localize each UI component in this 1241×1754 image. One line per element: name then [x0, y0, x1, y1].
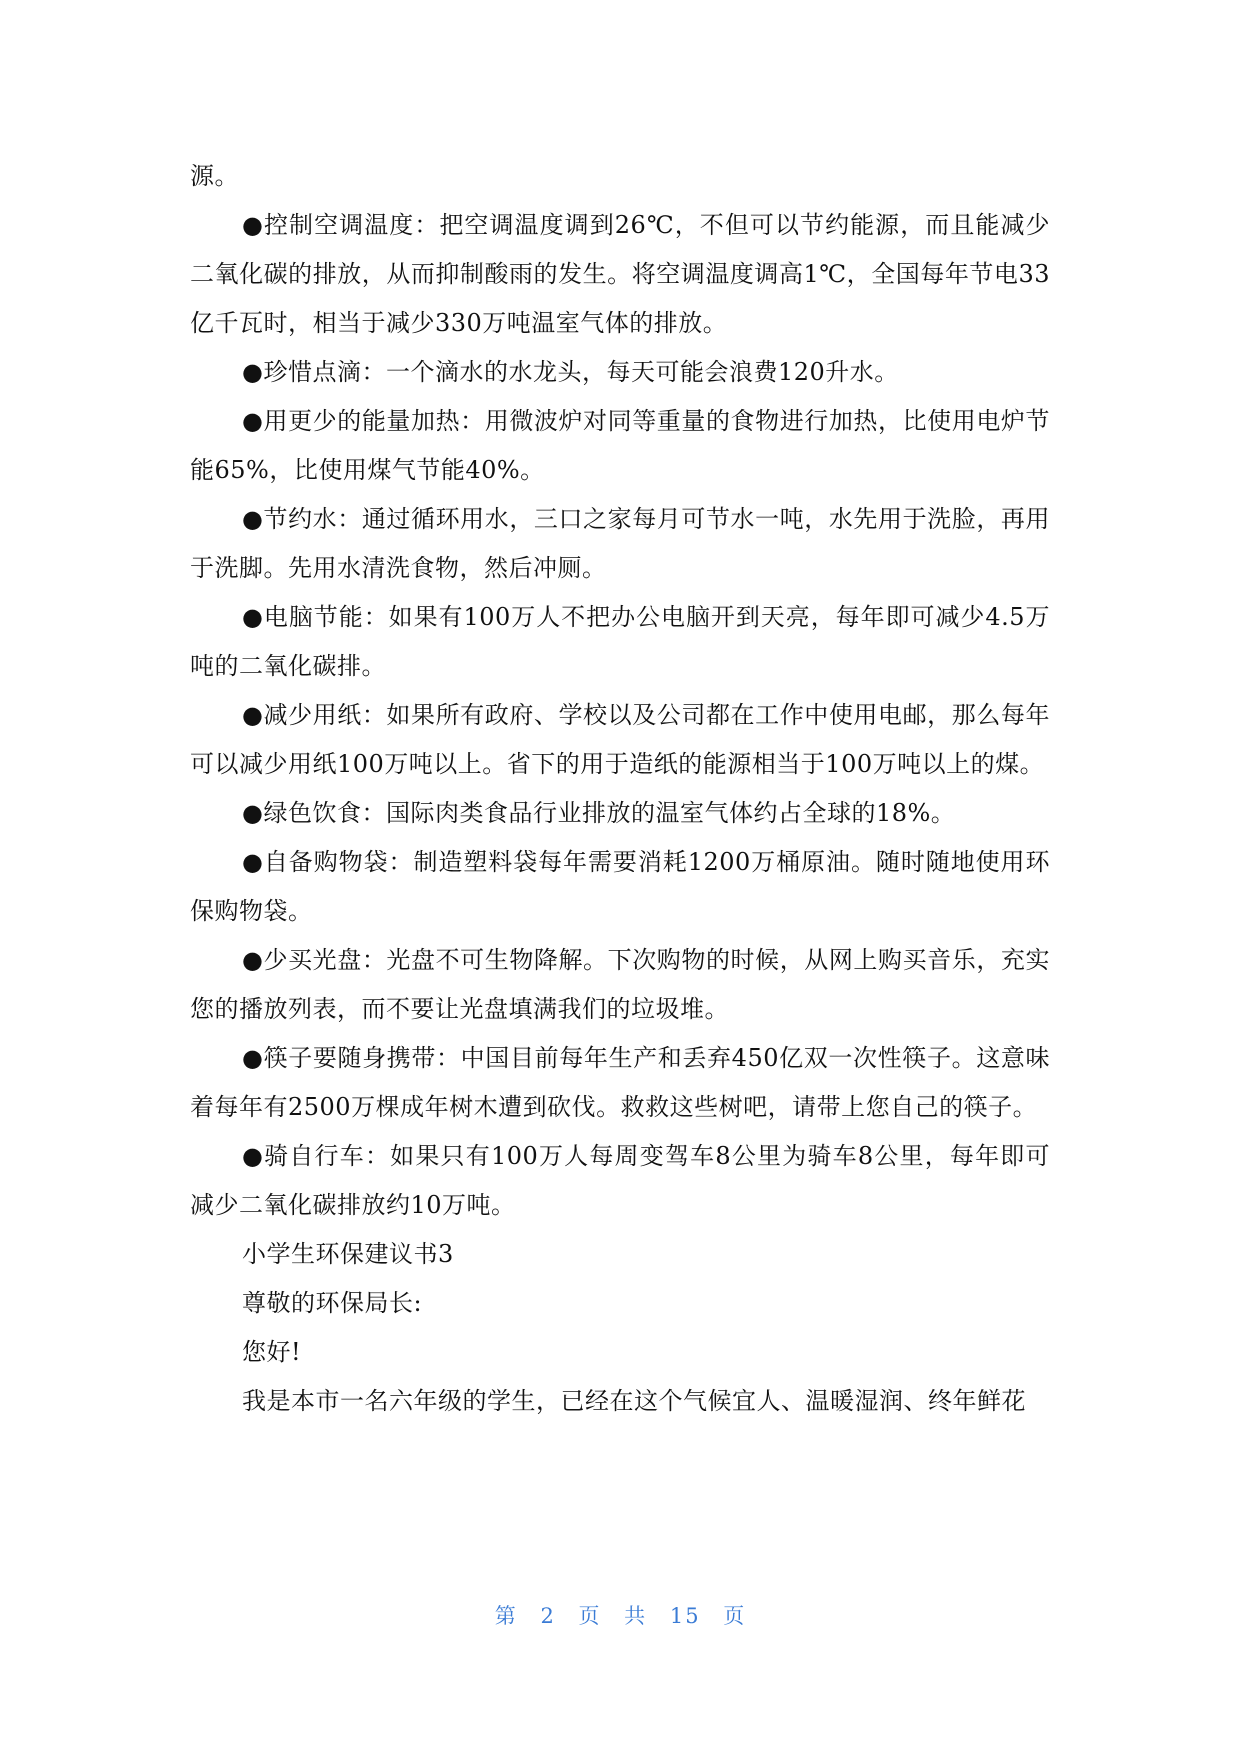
document-body [190, 152, 1050, 1426]
paragraph-computer-energy: ●电脑节能：如果有100万人不把办公电脑开到天亮，每年即可减少4.5万吨的二氧化碳排。 [190, 603, 1050, 680]
letter-greeting: 您好! [242, 1338, 302, 1366]
page-number-footer: 第 2 页 共 15 页 [494, 1604, 747, 1628]
letter-salutation: 尊敬的环保局长: [242, 1289, 423, 1317]
paragraph-shopping-bag: ●自备购物袋：制造塑料袋每年需要消耗1200万桶原油。随时随地使用环保购物袋。 [190, 848, 1050, 925]
letter-body-start: 我是本市一名六年级的学生，已经在这个气候宜人、温暖湿润、终年鲜花 [242, 1387, 1026, 1415]
paragraph-green-diet: ●绿色饮食：国际肉类食品行业排放的温室气体约占全球的18%。 [242, 799, 956, 827]
paragraph-fewer-discs: ●少买光盘：光盘不可生物降解。下次购物的时候，从网上购买音乐，充实您的播放列表，而不要让光盘填满我们的垃圾堆。 [190, 946, 1050, 1023]
paragraph-heating-energy: ●用更少的能量加热：用微波炉对同等重量的食物进行加热，比使用电炉节能65%，比使用煤气节能40%。 [190, 407, 1050, 484]
paragraph-chopsticks: ●筷子要随身携带：中国目前每年生产和丢弃450亿双一次性筷子。这意味着每年有2500万棵成年树木遭到砍伐。救救这些树吧，请带上您自己的筷子。 [190, 1044, 1050, 1121]
paragraph-save-water: ●节约水：通过循环用水，三口之家每月可节水一吨，水先用于洗脸，再用于洗脚。先用水清洗食物，然后冲厕。 [190, 505, 1050, 582]
paragraph-cycling: ●骑自行车：如果只有100万人每周变驾车8公里为骑车8公里，每年即可减少二氧化碳排放约10万吨。 [190, 1142, 1050, 1219]
paragraph-continuation: 源。 [190, 162, 239, 190]
section-title: 小学生环保建议书3 [242, 1240, 454, 1268]
paragraph-save-drops: ●珍惜点滴：一个滴水的水龙头，每天可能会浪费120升水。 [242, 358, 899, 386]
paragraph-ac-temperature: ●控制空调温度：把空调温度调到26℃，不但可以节约能源，而且能减少二氧化碳的排放，从而抑制酸雨的发生。将空调温度调高1℃，全国每年节电33亿千瓦时，相当于减少330万吨温室气体的排放。 [190, 211, 1050, 337]
paragraph-reduce-paper: ●减少用纸：如果所有政府、学校以及公司都在工作中使用电邮，那么每年可以减少用纸100万吨以上。省下的用于造纸的能源相当于100万吨以上的煤。 [190, 701, 1050, 778]
